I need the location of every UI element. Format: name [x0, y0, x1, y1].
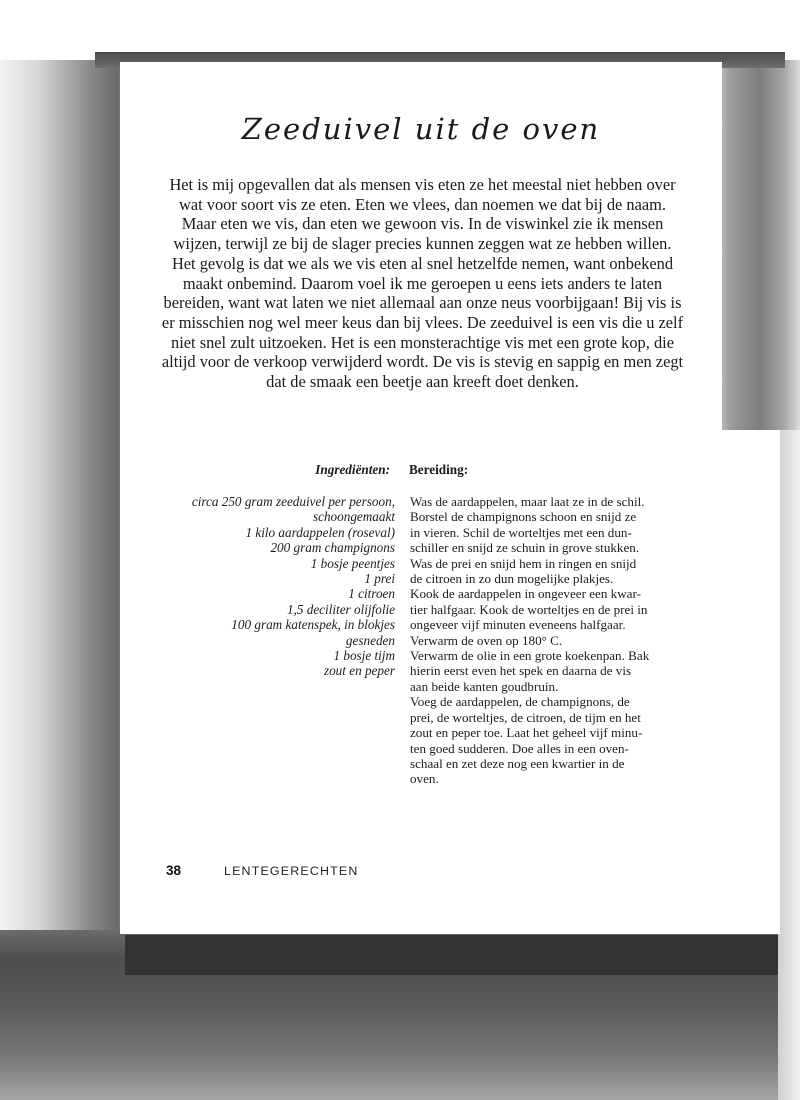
preparation-line: tier halfgaar. Kook de worteltjes en de prei in	[410, 601, 648, 617]
preparation-line: in vieren. Schil de worteltjes met een dun-	[410, 524, 632, 540]
preparation-line: oven.	[410, 771, 439, 787]
ingredient-item: circa 250 gram zeeduivel per persoon, schoongemaakt	[191, 494, 395, 525]
ingredient-item: 100 gram katenspek, in blokjes gesneden	[231, 617, 395, 648]
scan-shadow-left	[0, 60, 125, 940]
preparation-line: ongeveer vijf minuten eveneens halfgaar.	[410, 617, 626, 633]
preparation-line: zout en peper toe. Laat het geheel vijf minu-	[410, 725, 643, 741]
ingredient-item: 1 bosje tijm	[333, 648, 395, 664]
preparation-heading: Bereiding:	[409, 462, 469, 477]
preparation-line: prei, de worteltjes, de citroen, de tijm en het	[410, 709, 641, 725]
ingredient-item: zout en peper	[323, 663, 395, 679]
preparation-line: Borstel de champignons schoon en snijd ze	[410, 509, 637, 525]
ingredient-item: 1 kilo aardappelen (roseval)	[245, 524, 395, 540]
intro-paragraph: Het gevolg is dat we als we vis eten al snel hetzelfde nemen, want onbekend maakt onbemind. Daarom voel ik me geroepen u eens iets anders te laten bereiden, want wat laten we niet allemaal aan onze neus voorbijgaan! Bij vis is er misschien nog wel meer keus dan bij vlees. De zeeduivel is een vis die u zelf niet snel zult uitzoeken. Het is een monsterachtige vis met een grote kop, die altijd voor de verkoop verwijderd wordt. De vis is stevig en sappig en men zegt dat de smaak een beetje aan kreeft doet denken.	[161, 253, 684, 392]
preparation-line: Verwarm de oven op 180° C.	[410, 632, 563, 648]
intro-paragraph: Het is mij opgevallen dat als mensen vis eten ze het meestal niet hebben over wat voor soort vis ze eten. Eten we vlees, dan noemen we dat bij de naam. Maar eten we vis, dan eten we gewoon vis. In de viswinkel zie ik mensen wijzen, terwijl ze bij de slager precies kunnen zeggen wat ze hebben willen.	[169, 175, 676, 254]
preparation-line: aan beide kanten goudbruin.	[410, 678, 559, 694]
preparation-line: Voeg de aardappelen, de champignons, de	[410, 694, 630, 710]
recipe-title: Zeeduivel uit de oven	[241, 112, 601, 146]
ingredients-list	[180, 494, 395, 679]
intro-text	[160, 175, 685, 392]
preparation-line: Kook de aardappelen in ongeveer een kwar-	[410, 586, 641, 602]
ingredients-heading: Ingrediënten:	[315, 462, 390, 477]
ingredient-item: 1,5 deciliter olijfolie	[286, 601, 395, 617]
preparation-line: Was de prei en snijd hem in ringen en snijd	[410, 555, 637, 571]
preparation-line: hierin eerst even het spek en daarna de vis	[410, 663, 632, 679]
preparation-text	[410, 494, 705, 787]
preparation-line: Was de aardappelen, maar laat ze in de schil.	[410, 494, 645, 509]
ingredient-item: 200 gram champignons	[270, 540, 395, 556]
ingredient-item: 1 citroen	[348, 586, 395, 602]
ingredient-item: 1 prei	[364, 571, 395, 587]
preparation-line: schaal en zet deze nog een kwartier in de	[410, 755, 625, 771]
ingredient-item: 1 bosje peentjes	[310, 555, 395, 571]
preparation-line: ten goed sudderen. Doe alles in een oven-	[410, 740, 629, 756]
preparation-line: Verwarm de olie in een grote koekenpan. Bak	[410, 648, 650, 664]
page-number: 38	[166, 863, 182, 878]
preparation-line: schiller en snijd ze schuin in grove stukken.	[410, 540, 640, 556]
preparation-line: de citroen in zo dun mogelijke plakjes.	[410, 571, 614, 587]
section-name: LENTEGERECHTEN	[224, 864, 359, 878]
scan-shadow-strip	[125, 935, 780, 975]
scan-edge-right	[778, 430, 800, 1100]
